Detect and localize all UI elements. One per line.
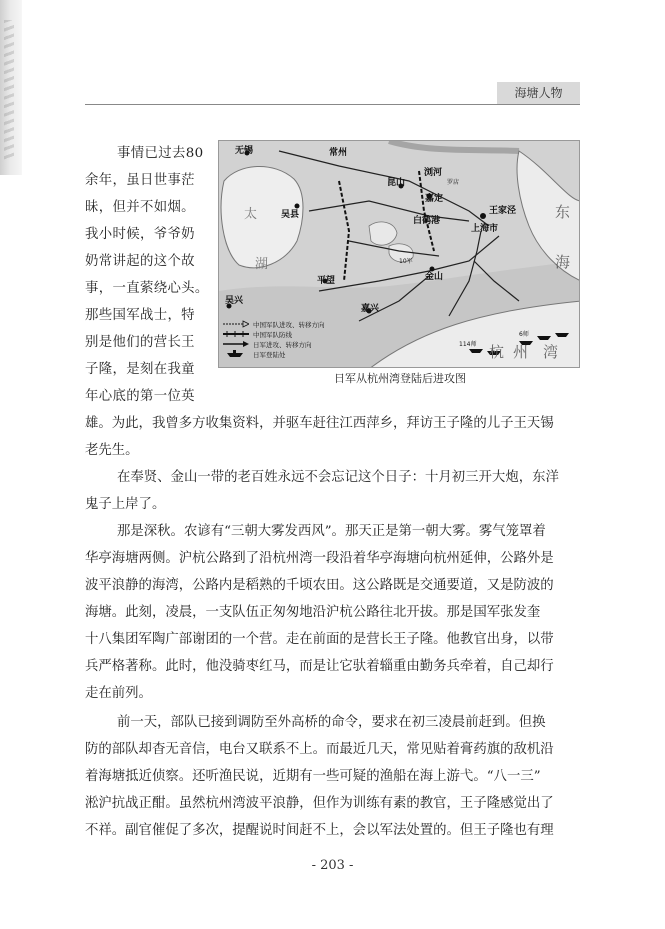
label-changzhou: 常州 [329, 148, 348, 158]
yangtze-river [389, 141, 519, 151]
page-number: - 203 - [311, 858, 354, 873]
label-bay-wan: 湾 [543, 343, 559, 361]
label-sea-dong: 东 [555, 203, 571, 221]
text-line: 前一天，部队已接到调防至外高桥的命令，要求在初三凌晨前赶到。但换 [117, 715, 546, 730]
map-legend [223, 319, 343, 359]
label-jiaxing: 嘉兴 [361, 304, 380, 314]
east-sea [517, 151, 580, 281]
text-line: 子隆，是刻在我童 [85, 362, 195, 377]
label-jinshan: 金山 [425, 272, 444, 282]
text-line: 兵严格著称。此时，他没骑枣红马，而是让它驮着辎重由勤务兵牵着，自己却行 [85, 659, 554, 674]
text-line: 鬼子上岸了。 [85, 497, 166, 512]
label-bay-hang: 杭 [489, 343, 505, 361]
label-baihegang: 白鹤港 [413, 216, 441, 226]
figure-caption: 日军从杭州湾登陆后进攻图 [334, 372, 466, 385]
text-line: 奶常讲起的这个故 [85, 254, 195, 269]
text-line: 余年，虽日世事茫 [85, 173, 195, 188]
label-pingwang: 平望 [317, 276, 336, 286]
label-wuxian: 吴县 [281, 210, 300, 220]
label-shanghai: 上海市 [471, 224, 499, 234]
legend-defense-line-icon [223, 330, 249, 338]
text-line: 走在前列。 [85, 686, 152, 701]
text-line: 防的部队却杳无音信，电台又联系不上。而最近几天，常见贴着膏药旗的敌机沿 [85, 742, 554, 757]
small-lake-1 [369, 222, 397, 245]
text-line: 波平浪静的海湾，公路内是稻熟的千顷农田。这公路既是交通要道，又是防波的 [85, 578, 554, 593]
label-tiny-c: 6师 [519, 331, 529, 338]
text-line: 那些国军战士，特 [85, 308, 195, 323]
label-tiny-a: 10军 [399, 258, 413, 265]
text-line: 不祥。副官催促了多次，提醒说时间赶不上，会以军法处置的。但王子隆也有理 [85, 823, 554, 838]
text-line: 海塘。此刻，凌晨，一支队伍正匆匆地沿沪杭公路往北开拔。那是国军张发奎 [85, 605, 541, 620]
text-line: 在奉贤、金山一带的老百姓永远不会忘记这个日子：十月初三开大炮，东洋 [117, 470, 559, 485]
section-header-tab: 海塘人物 [497, 82, 580, 104]
label-kunshan: 昆山 [387, 178, 406, 188]
label-sea-hai: 海 [555, 253, 571, 271]
header-rule [85, 104, 580, 105]
legend-row-cn-defense [223, 329, 343, 339]
text-line: 着海塘抵近侦察。还听渔民说，近期有一些可疑的渔船在海上游弋。“八一三” [85, 769, 541, 784]
map-figure [218, 140, 580, 386]
label-tai: 太 [244, 207, 258, 222]
text-line: 昧，但并不如烟。 [85, 200, 195, 215]
legend-label: 中国军队进攻、转移方向 [253, 320, 325, 329]
legend-label: 中国军队防线 [253, 330, 292, 339]
legend-row-jp-advance [223, 339, 343, 349]
text-line: 年心底的第一位英 [85, 389, 195, 404]
legend-label: 日军进攻、转移方向 [253, 340, 312, 349]
legend-arrow-outline-icon [223, 320, 249, 328]
battle-map [218, 140, 580, 368]
label-wuxi: 无锡 [235, 146, 254, 156]
label-tiny-b: 114师 [459, 341, 477, 348]
side-decoration [0, 0, 22, 175]
label-luodian: 罗店 [447, 179, 460, 186]
text-line: 我小时候，爷爷奶 [85, 227, 195, 242]
text-line: 老先生。 [85, 443, 139, 458]
legend-row-cn-advance [223, 319, 343, 329]
text-line: 那是深秋。农谚有“三朝大雾发西风”。那天正是第一朝大雾。雾气笼罩着 [117, 524, 546, 539]
legend-ship-icon [223, 350, 249, 358]
text-line: 淞沪抗战正酣。虽然杭州湾波平浪静，但作为训练有素的教官，王子隆感觉出了 [85, 796, 554, 811]
label-jiading: 嘉定 [425, 194, 444, 204]
text-line: 别是他们的营长王 [85, 335, 195, 350]
legend-label: 日军登陆处 [253, 350, 286, 359]
legend-arrow-solid-icon [223, 340, 249, 348]
label-bay-zhou: 州 [513, 343, 529, 361]
text-line: 事情已过去80 [117, 146, 204, 161]
label-liuhe: 浏河 [424, 168, 443, 178]
text-line: 十八集团军陶广部谢团的一个营。走在前面的是营长王子隆。他教官出身，以带 [85, 632, 554, 647]
label-wanggangxi: 王家泾 [489, 206, 517, 216]
text-line: 事，一直萦绕心头。 [85, 281, 209, 296]
text-line: 华亭海塘两侧。沪杭公路到了沿杭州湾一段沿着华亭海塘向杭州延伸，公路外是 [85, 551, 554, 566]
text-line: 雄。为此，我曾多方收集资料，并驱车赶往江西萍乡，拜访王子隆的儿子王天锡 [85, 416, 554, 431]
legend-row-jp-landing [223, 349, 343, 359]
label-wuxing: 吴兴 [225, 296, 244, 306]
label-hu: 湖 [255, 257, 269, 272]
